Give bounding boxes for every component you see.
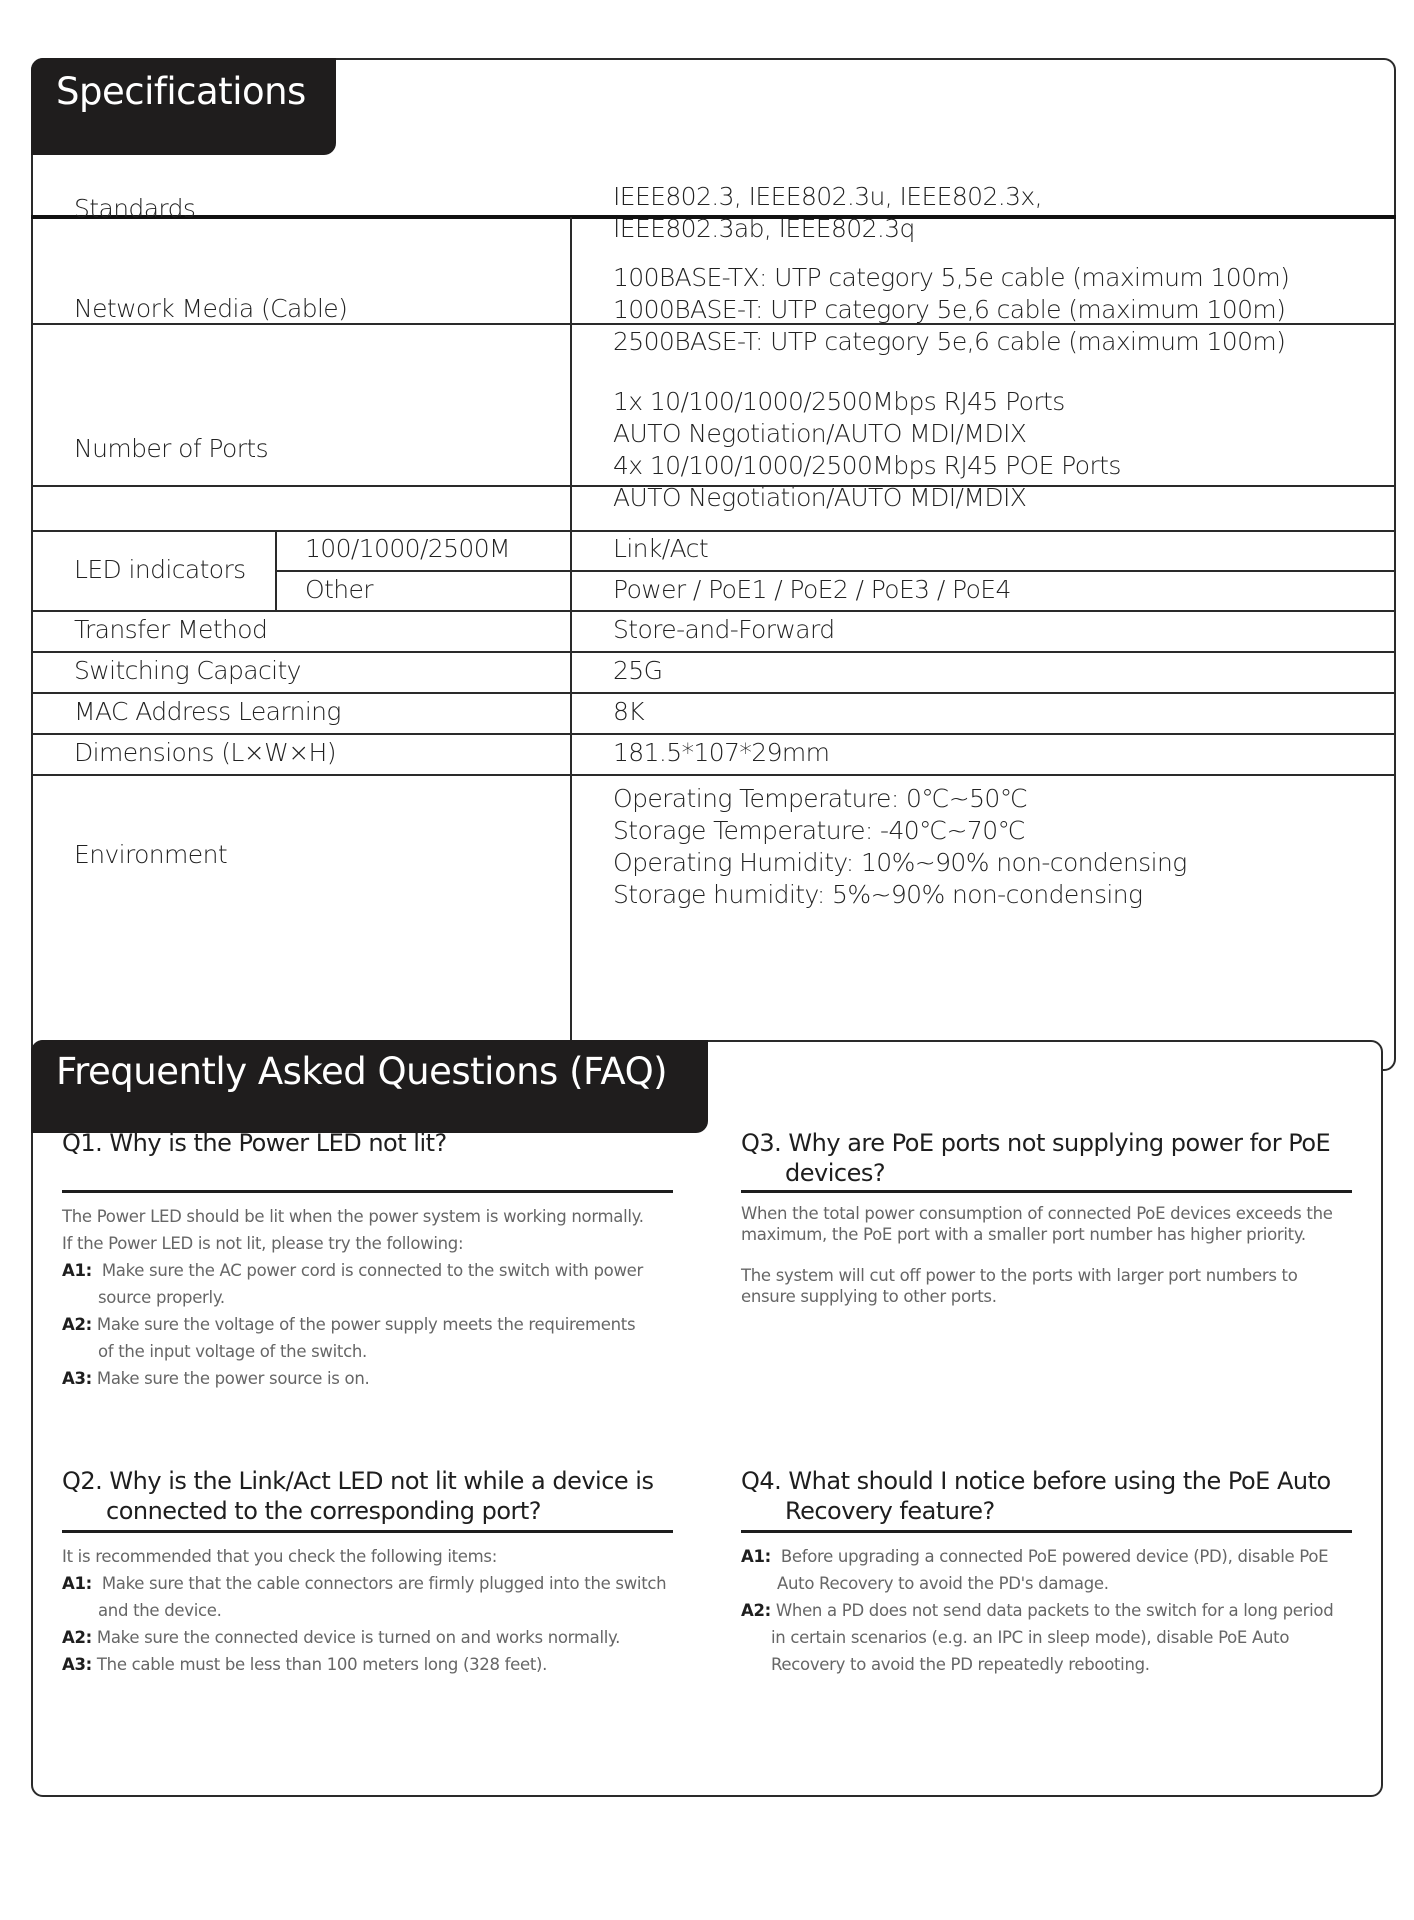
spec-line: 100BASE-TX: UTP category 5,5e cable (maximum 100m) <box>613 263 1290 292</box>
row-divider <box>31 733 1396 735</box>
column-divider <box>570 217 572 1070</box>
spec-label-environment: Environment <box>74 840 228 869</box>
answer-line: Make sure that the cable connectors are firmly plugged into the switch <box>101 1574 667 1593</box>
answer-line: maximum, the PoE port with a smaller port number has higher priority. <box>741 1225 1306 1244</box>
answer-lead: A3: <box>62 1369 92 1388</box>
answer-line: of the input voltage of the switch. <box>98 1342 367 1361</box>
spec-led-sub2-value: Power / PoE1 / PoE2 / PoE3 / PoE4 <box>613 575 1011 604</box>
answer-line: The Power LED should be lit when the power system is working normally. <box>62 1207 644 1226</box>
question-line: Q3. Why are PoE ports not supplying power for PoE <box>741 1129 1331 1157</box>
spec-line: Operating Temperature: 0℃~50℃ <box>613 784 1028 813</box>
spec-label-switching: Switching Capacity <box>74 656 301 685</box>
spec-line: 1x 10/100/1000/2500Mbps RJ45 Ports <box>613 387 1065 416</box>
spec-line: Operating Humidity: 10%~90% non-condensing <box>613 848 1187 877</box>
answer-line: When a PD does not send data packets to the switch for a long period <box>775 1601 1334 1620</box>
faq-question-2 <box>62 1466 653 1526</box>
spec-line: AUTO Negotiation/AUTO MDI/MDIX <box>613 483 1027 512</box>
spec-value-transfer: Store-and-Forward <box>613 615 835 644</box>
answer-line: source properly. <box>98 1288 225 1307</box>
spec-led-sub1-value: Link/Act <box>613 534 709 563</box>
faq-title: Frequently Asked Questions (FAQ) <box>31 1040 708 1133</box>
answer-lead: A2: <box>62 1628 92 1647</box>
spec-value-environment <box>613 783 1187 911</box>
answer-lead: A2: <box>741 1601 771 1620</box>
spec-label-network-media: Network Media (Cable) <box>74 294 348 323</box>
answer-item <box>62 1570 682 1597</box>
spec-label-mac: MAC Address Learning <box>74 697 341 726</box>
answer-line: ensure supplying to other ports. <box>741 1287 997 1306</box>
answer-lead: A1: <box>62 1574 92 1593</box>
spec-line: IEEE802.3, IEEE802.3u, IEEE802.3x, <box>613 182 1042 211</box>
faq-question-3 <box>741 1128 1330 1188</box>
row-divider <box>31 692 1396 694</box>
spec-label-dimensions: Dimensions (L×W×H) <box>74 738 336 767</box>
spec-label-standards: Standards <box>74 194 196 223</box>
answer-lead: A3: <box>62 1655 92 1674</box>
spec-line: Storage Temperature: -40℃~70℃ <box>613 816 1025 845</box>
spec-line: 2500BASE-T: UTP category 5e,6 cable (maximum 100m) <box>613 327 1286 356</box>
answer-item <box>741 1597 1366 1624</box>
question-line: Recovery feature? <box>785 1497 995 1525</box>
answer-lead: A1: <box>62 1261 92 1280</box>
answer-line: The cable must be less than 100 meters long (328 feet). <box>96 1655 548 1674</box>
spec-value-mac: 8K <box>613 697 645 726</box>
answer-item <box>62 1624 682 1651</box>
answer-item <box>62 1257 682 1284</box>
spec-value-switching: 25G <box>613 656 663 685</box>
question-line: Q4. What should I notice before using the PoE Auto <box>741 1467 1331 1495</box>
row-divider <box>276 570 1396 572</box>
answer-lead: A1: <box>741 1547 771 1566</box>
row-divider <box>31 610 1396 612</box>
answer-line: Make sure the voltage of the power supply meets the requirements <box>96 1315 636 1334</box>
spec-line: AUTO Negotiation/AUTO MDI/MDIX <box>613 419 1027 448</box>
spec-line: 1000BASE-T: UTP category 5e,6 cable (maximum 100m) <box>613 295 1286 324</box>
spec-value-network-media <box>613 262 1289 358</box>
spec-line: Storage humidity: 5%~90% non-condensing <box>613 880 1143 909</box>
spec-line: IEEE802.3ab, IEEE802.3q <box>613 214 915 243</box>
answer-line: Auto Recovery to avoid the PD's damage. <box>777 1574 1109 1593</box>
faq-question-4-underline <box>741 1530 1352 1533</box>
faq-answer-1 <box>62 1203 682 1392</box>
spec-led-sub2-label: Other <box>305 575 373 604</box>
faq-question-1: Q1. Why is the Power LED not lit? <box>62 1129 447 1157</box>
faq-answer-4 <box>741 1543 1366 1678</box>
answer-line: Recovery to avoid the PD repeatedly rebooting. <box>771 1655 1150 1674</box>
spec-label-led: LED indicators <box>74 555 246 584</box>
answer-line: When the total power consumption of connected PoE devices exceeds the <box>741 1204 1333 1223</box>
answer-line: Make sure the AC power cord is connected to the switch with power <box>101 1261 644 1280</box>
answer-item <box>62 1365 682 1392</box>
answer-line: The system will cut off power to the ports with larger port numbers to <box>741 1266 1298 1285</box>
answer-line: in certain scenarios (e.g. an IPC in sleep mode), disable PoE Auto <box>771 1628 1290 1647</box>
question-line: connected to the corresponding port? <box>106 1497 542 1525</box>
answer-line: If the Power LED is not lit, please try the following: <box>62 1234 464 1253</box>
row-divider <box>31 774 1396 776</box>
question-line: devices? <box>785 1159 886 1187</box>
spec-value-dimensions: 181.5*107*29mm <box>613 738 830 767</box>
answer-line: Make sure the power source is on. <box>96 1369 370 1388</box>
specifications-title: Specifications <box>31 58 336 155</box>
spec-value-standards <box>613 181 1042 245</box>
answer-line: and the device. <box>98 1601 222 1620</box>
spec-line: 4x 10/100/1000/2500Mbps RJ45 POE Ports <box>613 451 1121 480</box>
row-divider <box>31 651 1396 653</box>
faq-question-4 <box>741 1466 1331 1526</box>
led-subcolumn-divider <box>275 530 277 611</box>
answer-line: Make sure the connected device is turned on and works normally. <box>96 1628 621 1647</box>
faq-question-2-underline <box>62 1530 673 1533</box>
row-divider <box>31 530 1396 532</box>
spec-value-ports <box>613 386 1121 514</box>
faq-answer-3 <box>741 1203 1361 1307</box>
spec-label-transfer: Transfer Method <box>74 615 268 644</box>
answer-lead: A2: <box>62 1315 92 1334</box>
question-line: Q2. Why is the Link/Act LED not lit while a device is <box>62 1467 654 1495</box>
answer-line: Before upgrading a connected PoE powered device (PD), disable PoE <box>780 1547 1329 1566</box>
faq-question-3-underline <box>741 1190 1352 1193</box>
answer-line: It is recommended that you check the following items: <box>62 1547 497 1566</box>
answer-item <box>741 1543 1366 1570</box>
spec-led-sub1-label: 100/1000/2500M <box>305 534 510 563</box>
answer-item <box>62 1311 682 1338</box>
answer-item <box>62 1651 682 1678</box>
faq-question-1-underline <box>62 1190 673 1193</box>
spec-label-ports: Number of Ports <box>74 434 269 463</box>
faq-answer-2 <box>62 1543 682 1678</box>
